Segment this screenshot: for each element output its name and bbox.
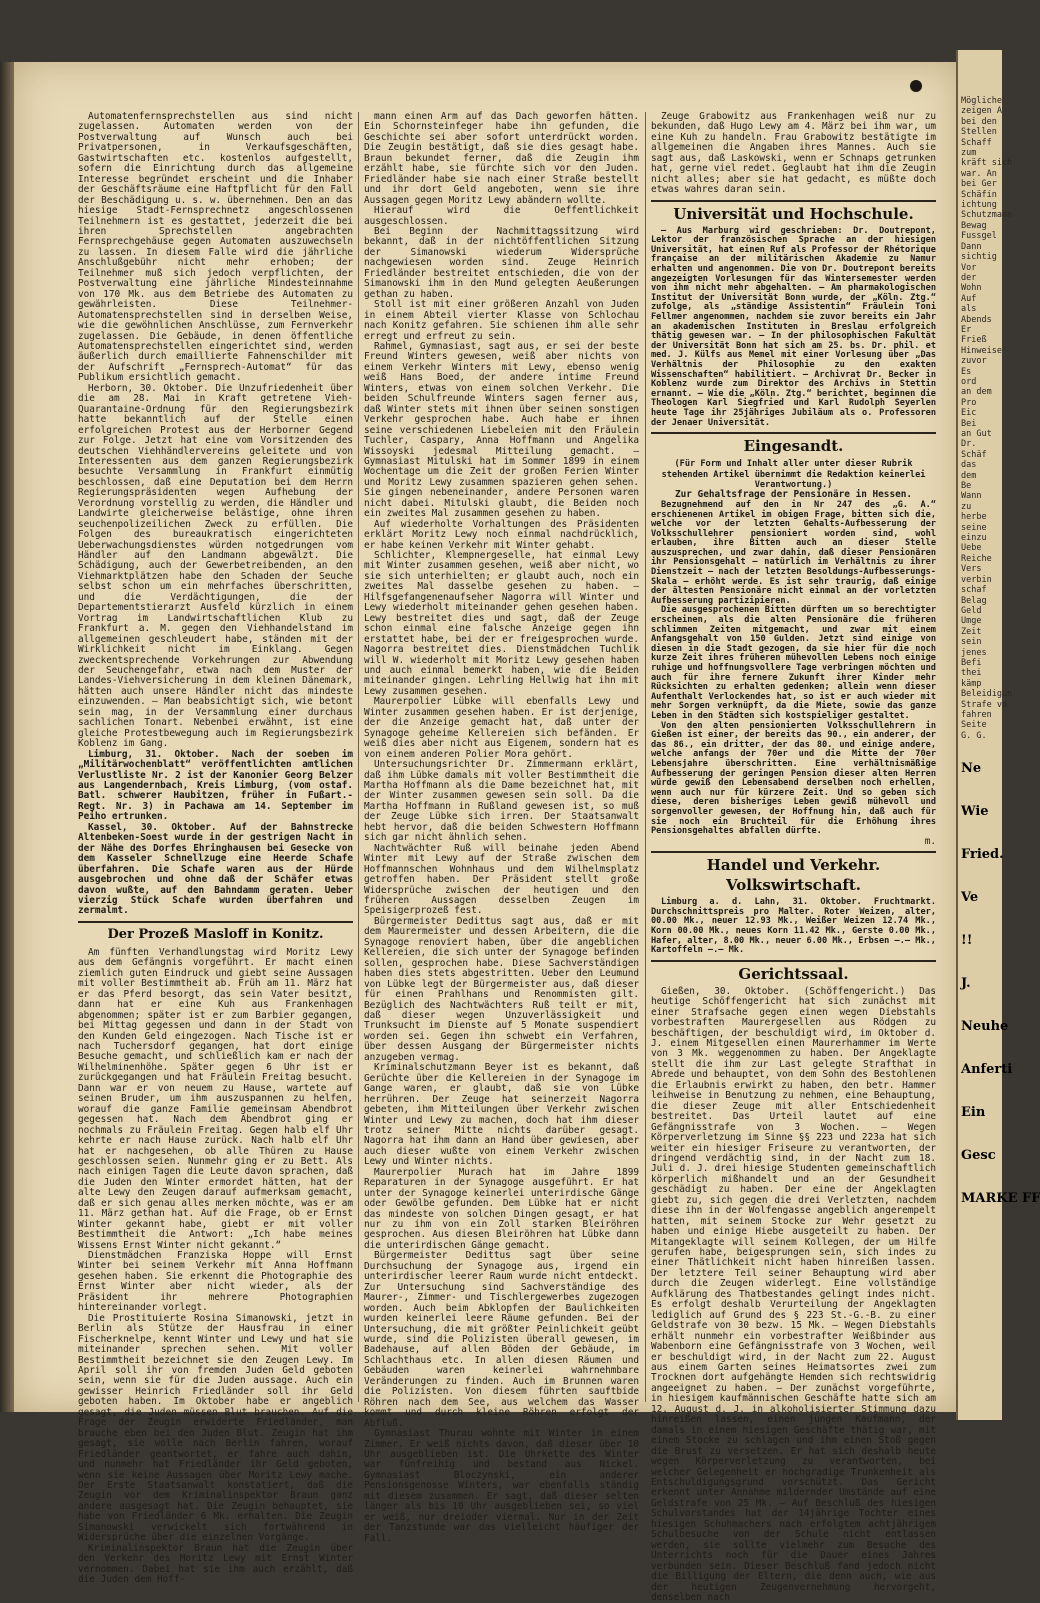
strip-fragment: Wann [961, 491, 982, 502]
editorial-note: (Für Form und Inhalt aller unter dieser Rubrik stehenden Artikel übernimmt die Redaktion keinerlei Verantwortung.) [661, 459, 926, 490]
strip-fragment: Er [961, 324, 972, 335]
strip-ad-fragment: !! [961, 933, 973, 949]
strip-fragment: Schäfin [961, 189, 997, 200]
strip-fragment: sein [961, 637, 982, 648]
col1-paragraph: Kassel, 30. Oktober. Auf der Bahnstrecke Altenbeken-Soest wurde in der gestrigen Nacht in der Nähe des Dorfes Ehringhausen bei Gesecke von dem Kasseler Schnellzuge eine Heerde Schafe überfahren. Die Schafe waren aus der Hürde ausgebrochen und ohne daß der Schäfer etwas davon wußte, auf den Bahndamm geraten. Ueber vierzig Stück Schafe wurden überfahren und zermalmt. [78, 821, 353, 917]
col1-paragraph: Die Prostituierte Rosina Simanowski, jetzt in Berlin als Stütze der Hausfrau in einer Fischerknelpe, kennt Winter und Lewy und hat sie miteinander sprechen sehen. Mit voller Bestimmtheit bezeichnet sie den Zeugen Lewy. Im April soll ihr von fremden Juden Geld geboten sein, wenn sie für die Juden aussage. Auch ein gewisser Heinrich Friedländer soll ihr Geld geboten haben. Im Oktober habe er angeblich gesagt, die Juden müssen Blut brauchen. Auf die Frage der Zeugin erwiderte Friedländer, man brauche eben bei den Juden Blut. Zeugin hat ihm gesagt, sie wolle nach Berlin fahren, worauf Friedländer geantwortet, er fahre auch dahin, und nunmehr hat Friedländer ihr Geld geboten, wenn sie keine Aussagen über Moritz Lewy mache. Der Erste Staatsanwalt konstatiert, daß die Zeugin vor dem Kriminalinspektor Braun ganz andere ausgesagt hat. Die Zeugin behauptet, sie habe von Friedländer 6 Mk. erhalten. Die Zeugin Simanowski verwickelt sich fortwährend in Widersprüche über die einzelnen Vorgänge. [78, 1312, 353, 1544]
strip-fragment: Es [961, 366, 972, 377]
strip-fragment: thei [961, 668, 982, 679]
strip-fragment: Schutzmann [961, 210, 1013, 221]
market-report: Limburg a. d. Lahn, 31. Oktober. Fruchtmarkt. Durchschnittspreis pro Malter. Roter Weizen, alter, 00.00 Mk., neuer 12.93 Mk., Weißer Weizen 12.74 Mk., Korn 00.00 Mk., neues Korn 11.42 Mk., Gerste 0.00 Mk., Hafer, alter, 8.00 Mk., neuer 6.00 Mk., Erbsen —.— Mk., Kartoffeln —.— Mk. [651, 897, 936, 956]
col3-paragraph: Zeuge Grabowitz aus Frankenhagen weiß nur zu bekunden, daß Hugo Lewy am 4. März bei ihm war, um eine Kuh zu handeln. Frau Grabowitz bestätigte im allgemeinen die Angaben ihres Mannes. Auch sie sagt aus, daß Laskowski, wenn er Schnaps getrunken hat, gerne viel redet. Geglaubt hat ihm die Zeugin nicht alles; aber sie hat gedacht, es müßte doch etwas wahres daran sein. [651, 111, 936, 196]
strip-fragment: Dann [961, 241, 982, 252]
col2-paragraph: Gymnasiast Thurau wohnte mit Winter in einem Zimmer. Er weiß nichts davon, daß dieser über 10 Uhr ausgeblieben ist. Die Uhrkette des Winter war fünfreihig und bestand aus Nickel. Gymnasiast Bloczynski, ein anderer Pensionsgenosse Winters, war ebenfalls ständig mit diesem zusammen. Er sagt, daß dieser selten länger als bis 10 Uhr ausgeblieben sei, so viel er weiß, nur dreioder viermal. Nur in der Zeit der Tanzstunde war das vielleicht häufiger der Fall. [364, 1428, 639, 1544]
strip-fragment: ichtung [961, 200, 997, 211]
strip-fragment: Hinweise [961, 345, 1002, 356]
column-rule-1 [358, 112, 359, 1402]
strip-fragment: Fussgel [961, 231, 997, 242]
strip-fragment: Umge [961, 616, 982, 627]
col2-paragraph: Bei Beginn der Nachmittagssitzung wird bekannt, daß in der nichtöffentlichen Sitzung der Simanowski wiederum Widersprüche nachgewiesen worden sind. Zeuge Heinrich Friedländer bestreitet entschieden, die von der Simanowski ihm in den Mund gelegten Aeußerungen gethan zu haben. [364, 225, 639, 300]
strip-ad-fragment: Ne [961, 761, 982, 777]
col2-paragraph: Maurerpolier Lübke will ebenfalls Lewy und Winter zusammen gesehen haben. Er ist derjenige, der die Anzeige gemacht hat, daß unter der Synagoge geheime Kellereien sich befänden. Er weiß dies aber nicht aus Eigenem, sondern hat es von einem anderen Polier Mora gehört. [364, 696, 639, 760]
col2-paragraph: Hierauf wird die Oeffentlichkeit ausgeschlossen. [364, 205, 639, 227]
strip-fragment: Uebe [961, 543, 982, 554]
strip-fragment: bei den [961, 116, 997, 127]
strip-fragment: Dr. [961, 439, 977, 450]
strip-fragment: Schaff [961, 137, 992, 148]
col3-paragraph: Bezugnehmend auf den in Nr 247 des „G. A.“ erschienenen Artikel im obigen Frage, bitten sich die, welche vor der letzten Gehalts-Aufbesserung der Volksschullehrer pensioniert worden sind, wohl erlauben, ihre Bitten auch an dieser Stelle auszusprechen, und zwar dahin, daß dieser Pensionären ihr Pensionsgehalt — natürlich im Verhältnis zu ihrer Dienstzeit — nach der letzten Besoldungs-Aufbesserungs-Skala — erhöht werde. Es ist sehr traurig, daß einige der ältesten Pensionäre nicht einmal an der vorletzten Aufbesserung partizipieren. [651, 499, 936, 606]
strip-fragment: Bei [961, 418, 977, 429]
signature: m. [924, 835, 936, 847]
strip-fragment: zu [961, 501, 972, 512]
strip-ad-fragment: MARKE FF [961, 1191, 1040, 1207]
strip-fragment: fahren [961, 709, 992, 720]
strip-ad-fragment: Ein [961, 1105, 986, 1121]
strip-fragment: herbe [961, 512, 987, 523]
strip-fragment: Be [961, 481, 972, 492]
strip-ad-fragment: Neuhe [961, 1019, 1009, 1035]
col3-paragraph: — Aus Marburg wird geschrieben: Dr. Doutrepont, Lektor der französischen Sprache an der hiesigen Universität, hat einen Ruf als Professor der Rhétorique française an der militärischen Akademie zu Namur erhalten und angenommen. Die von Dr. Doutrepont bereits angezeigten Vorlesungen für das Wintersemester werden von ihm nicht mehr abgehalten. — Am pharmakologischen Institut der Universität Bonn wurde, der „Köln. Ztg.“ zufolge, als „ständige Assistentin“ Fräulein Toni Fellmer angenommen, nachdem sie zuvor bereits ein Jahr an akademischen Instituten in Breslau erfolgreich thätig gewesen war. — In der philosophischen Fakultät der Universität Bonn hat sich am 25. bs. Dr. phil. et med. J. Külfs aus Memel mit einer Vorlesung über „Das Verhältnis der Philosophie zu den exakten Wissenschaften“ habilitiert. — Archivrat Dr. Becker in Koblenz wurde zum Direktor des Archivs in Stettin ernannt. — Wie die „Köln. Ztg.“ berichtet, beginnen die Theologen Karl Siegfried und Karl Rudolph Seyerlen heute Tage ihr 25jähriges Jubiläum als o. Professoren der Jenaer Universität. [651, 225, 936, 428]
strip-fragment: Seite [961, 720, 987, 731]
strip-fragment: an Gut [961, 429, 992, 439]
section-heading-trade: Handel und Verkehr. Volkswirtschaft. [651, 851, 936, 895]
strip-fragment: Reiche [961, 553, 992, 564]
strip-fragment: Schäf [961, 449, 987, 460]
strip-fragment: sichtig [961, 252, 997, 263]
strip-fragment: kräft sich [961, 158, 1013, 169]
col1-paragraph: Automatenfernsprechstellen aus sind nicht zugelassen. Automaten werden von der Postverwaltung auf Wunsch auch bei Privatpersonen, in Verkaufsgeschäften, Gastwirtschaften etc. kostenlos aufgestellt, sofern die Einrichtung durch das allgemeine Interesse begründet erscheint und die Inhaber der Geschäftsräume eine Haftpflicht für den Fall der Beschädigung u. s. w. übernehmen. Den an das hiesige Stadt-Fernsprechnetz angeschlossenen Teilnehmern ist es gestattet, jederzeit die bei ihren Sprechstellen angebrachten Fernsprechgehäuse gegen Automaten auszuwechseln zu lassen. In diesem Falle wird die jährliche Anschlußgebühr nicht mehr erhoben; der Teilnehmer muß sich jedoch verpflichten, der Postverwaltung eine jährliche Mindesteinnahme von 170 Mk. aus dem Betriebe des Automaten zu gewährleisten. Diese Teilnehmer-Automatensprechstellen sind in derselben Weise, wie die gewöhnlichen Anschlüsse, zum Fernverkehr zugelassen. Die Gebäude, in denen öffentliche Automatensprechstellen eingerichtet sind, werden äußerlich durch emaillierte Fahnenschilder mit der Aufschrift „Fernsprech-Automat“ für das Publikum ersichtlich gemacht. [78, 111, 353, 384]
section-heading-university: Universität und Hochschule. [651, 200, 936, 224]
strip-fragment: jenes [961, 647, 987, 658]
strip-fragment: war. An [961, 168, 997, 179]
section-heading-eingesandt: Eingesandt. [651, 432, 936, 456]
strip-ad-fragment: Ve [961, 890, 979, 906]
strip-fragment: an dem [961, 387, 992, 398]
section-heading-court: Gerichtssaal. [651, 960, 936, 984]
strip-fragment: Geld [961, 605, 982, 616]
col1-paragraph: Am fünften Verhandlungstag wird Moritz Lewy aus dem Gefängnis vorgeführt. Er macht einen ziemlich guten Eindruck und giebt seine Aussagen mit voller Bestimmtheit ab. Früh am 11. März hat er das Pferd besorgt, das sein Vater besitzt, dann hat er eine Kuh aus Frankenhagen abgenommen; später ist er zum Barbier gegangen, bei Mittag gegessen und dann in der Stadt von den Kunden Geld eingezogen. Nach Tische ist er nach Tuchersdorf gegangen, hat dort einige Besuche gemacht, und schließlich kam er nach der Wilhelminenhöhe. Später gegen 6 Uhr ist er zurückgegangen und hat Fräulein Freitag besucht. Dann war er von neuem zu Hause, wartete auf seinen Bruder, um ihm auszuspannen zu helfen, worauf die ganze Familie gemeinsam Abendbrot gegessen hat. Nach dem Abendbrot ging er nochmals zu Fräulein Freitag. Gegen halb elf Uhr kehrte er nach Hause zurück. Nach halb elf Uhr hat er nachgesehen, ob alle Thüren zu Hause geschlossen seien. Nunmehr ging er zu Bett. Als nach einigen Tagen die Leute davon sprachen, daß die Juden den Winter ermordet hätten, hat der alte Lewy den Zeugen darauf aufmerksam gemacht, daß er sich genau alles merken möchte, was er am 11. März gethan hat. Auf die Frage, ob er Ernst Winter gekannt habe, giebt er mit voller Bestimmtheit die Antwort: „Ich habe meines Wissens Ernst Winter nicht gekannt.“ [78, 946, 353, 1251]
col3-paragraph: Von den alten pensionierten Volksschullehrern in Gießen ist einer, der bereits das 90., ein anderer, der das 86., ein dritter, der das 80. und einige andere, welche anfangs der 70er und die Mitte der 70er Lebensjahre überschritten. Eine verhältnismäßige Aufbesserung der geringen Pension dieser alten Herren würde gewiß den Lebensabend derselben noch erhellen, wenn auch nur für kürzere Zeit. Und so geben sich diese, deren bisheriges Leben gewiß mühevoll und sorgenvoller gewesen, der Hoffnung hin, daß auch für sie noch ein Bruchteil für die Erhöhung ihres Pensionsgehaltes abfallen dürfte. [651, 720, 936, 837]
strip-fragment: Befi [961, 657, 982, 668]
col2-paragraph: mann einen Arm auf das Dach geworfen hätten. Ein Schornsteinfeger habe ihn gefunden, die Geschichte sei aber sofort unterdrückt worden. Die Zeugin bestätigt, daß sie dies gesagt habe. Braun bekundet ferner, daß die Zeugin ihm erzählt habe, sie fürchte sich vor den Juden. Friedländer habe sie nach einer Straße bestellt und ihr dort Geld angeboten, wenn sie ihre Aussagen gegen Moritz Lewy abändern wollte. [364, 111, 639, 206]
strip-fragment: zuvor [961, 356, 987, 367]
col2-paragraph: Untersuchungsrichter Dr. Zimmermann erklärt, daß ihm Lübke damals mit voller Bestimmtheit die Martha Hoffmann als die Dame bezeichnet hat, mit der Winter zusammen gewesen sein soll. Da die Martha Hoffmann in Rußland gewesen ist, so muß der Zeuge Lübke sich irren. Der Staatsanwalt hebt hervor, daß die beiden Schwestern Hoffmann sich gar nicht ähnlich sehen. [364, 759, 639, 844]
col2-paragraph: Rahmel, Gymnasiast, sagt aus, er sei der beste Freund Winters gewesen, weiß aber nichts von einem Verkehr Winters mit Lewy, ebenso wenig weiß Hans Boed, der andere intime Freund Winters, etwas von einem solchen Verkehr. Die beiden Schulfreunde Winters sagen ferner aus, daß Winter stets mit ihnen über seinen sonstigen Verkehr gesprochen habe. Auch habe er ihnen seine verschiedenen Liebeleien mit den Fräulein Tuchler, Caspary, Anna Hoffmann und Angelika Wissoyski jedesmal Mitteilung gemacht. — Gymnasiast Mitulski hat im Sommer 1899 in einem Wochentage um die Zeit der großen Ferien Winter und Moritz Lewy zusammen spazieren gehen sehen. Sie gingen nebeneinander, andere Personen waren nicht dabei. Mitulski glaubt, die Beiden noch ein zweites Mal zusammen gesehen zu haben. [364, 340, 639, 520]
strip-fragment: Abends [961, 314, 992, 325]
strip-fragment: Wohn [961, 283, 982, 294]
col1-paragraph: Kriminalinspektor Braun hat die Zeugin über den Verkehr des Moritz Lewy mit Ernst Winter vernommen. Dabei hat sie ihm auch erzählt, daß die Juden dem Hoff- [78, 1542, 353, 1586]
strip-fragment: Vor [961, 262, 977, 273]
strip-fragment: Eic [961, 408, 977, 419]
column-3 [651, 111, 936, 1603]
strip-fragment: Zeit [961, 626, 982, 637]
strip-fragment: Strafe vo [961, 699, 1008, 710]
strip-fragment: Mögliche [961, 96, 1002, 106]
col2-paragraph: Kriminalschutzmann Beyer ist es bekannt, daß Gerüchte über die Kellereien in der Synagoge im Gange waren, er glaubt, daß sie von Lübke herrühren. Der Zeuge hat seinerzeit Nagorra gebeten, ihm Mitteilungen über Verkehr zwischen Winter und Lewy zu machen, doch hat ihm dieser trotz seiner Mitte nichts darüber gesagt. Nagorra hat ihm dann an Hand über gewiesen, aber auch dieser wußte von einem Verkehr zwischen Lewy und Winter nichts. [364, 1062, 639, 1168]
strip-fragment: zum [961, 148, 977, 159]
strip-fragment: Vers [961, 564, 982, 575]
strip-fragment: ord [961, 376, 977, 387]
strip-fragment: zeigen A [961, 106, 1002, 117]
strip-ad-fragment: Wie [961, 804, 989, 820]
strip-ad-fragment: J. [961, 976, 971, 992]
col3-paragraph: Gießen, 30. Oktober. (Schöffengericht.) Das heutige Schöffengericht hat sich zunächst mit einer Strafsache gegen einen wegen Diebstahls vorbestraften Maurergesellen aus Rödgen zu beschäftigen, der beschuldigt wird, im Oktober d. J. einem Mitgesellen einen Maurerhammer im Werte von 3 Mk. weggenommen zu haben. Der Angeklagte stellt die ihm zur Last gelegte Strafthat in Abrede und behauptet, von dem Sohn des Bestohlenen die Erlaubnis erwirkt zu haben, den betr. Hammer leihweise in Benutzung zu nehmen, eine Behauptung, die dieser Zeuge mit aller Entschiedenheit bestreitet. Das Urteil lautet auf eine Gefängnisstrafe von 3 Wochen. — Wegen Körperverletzung im Sinne §§ 223 und 223a hat sich weiter ein hiesiger Friseure zu verantworten, der dringend verdächtig sind, in der Nacht zum 18. Juli d. J. drei hiesige Studenten gemeinschaftlich körperlich mißhandelt und an der Gesundheit geschädigt zu haben. Der eine der Angeklagten giebt zu, sich gegen die drei Verletzten, nachdem diese ihn in der Wolfengasse angeblich angerempelt hatten, mit seinem Stocke zur Wehr gesetzt zu haben und einige Hiebe ausgeteilt zu haben. Der Mitangeklagte will seinem Kollegen, der um Hilfe gerufen habe, beigesprungen sein, sich indes zu einer Thätlichkeit nicht haben hinreißen lassen. Der letztere Teil seiner Behauptung wird aber durch die Zeugen widerlegt. Eine vollständige Aufklärung des Thatbestandes gelingt indes nicht. Es erfolgt deshalb Verurteilung der Angeklagten lediglich auf Grund des § 223 St.-G.-B. zu einer Geldstrafe von 30 bezw. 15 Mk. — Wegen Diebstahls erhält nunmehr ein vorbestrafter Weißbinder aus Wabenborn eine Gefängnisstrafe von 3 Wochen, weil er beschuldigt wird, in der Nacht zum 22. August aus einem Garten seines Heimatsortes zwei zum Trocknen dort aufgehängte Hemden sich rechtswidrig angeeignet zu haben. — Der zunächst vorgeführte, in hiesigem kaufmännischen Geschäfte hatte sich am 12. August d. J. in alkoholisierter Stimmung dazu hinreißen lassen, einen jungen Kaufmann, der damals in einem hiesigen Geschäfte thätig war, mit einem Stocke zu schlagen und ihm einen Stoß gegen die Brust zu versetzen. Er hat sich deshalb heute wegen Körperverletzung zu verantworten, bei welcher Gelegenheit er hochgradige Trunkenheit als Entschuldigungsgrund vorschützt. Das Gericht erkennt unter Annahme mildernder Umstände auf eine Geldstrafe von 25 Mk. — Auf Beschluß des hiesigen Schulvorstandes hat der 14jährige Tochter eines hiesigen Schuhmachers nach erfolgtem achtjährigem Schulbesuche von der Schule nicht entlassen werden, sie sollte vielmehr zum Besuche des Unterrichts noch für die Dauer eines Jahres verbunden sein. Dieser Beschluß fand jedoch nicht die Billigung der Eltern, die denn auch, wie aus der heutigen Zeugenvernehmung hervorgeht, denselben nach [651, 985, 936, 1603]
col3-paragraph: Die ausgesprochenen Bitten dürften um so berechtigter erscheinen, als die alten Pensionäre die früheren schlimmen Zeiten mitgemacht, und zwar mit einem Anfangsgehalt von 150 Gulden. Jetzt sind einige von diesen in die Stadt gezogen, da sie hier für die noch kurze Zeit ihres früheren mühevollen Lebens noch einige ruhige und hoffnungsvollere Tage verbringen möchten und auch für ihre fernere Zukunft ihrer Kinder mehr Rücksichten zu erhalten gedenken; allein wenn dieser Aufenthalt Verlockendes hat, so ist er auch wieder mit mehr Sorgen verknüpft, da die Miete, sowie das ganze Leben in den Städten sich kostspieliger gestaltet. [651, 605, 936, 721]
column-1 [78, 111, 353, 1586]
strip-fragment: der [961, 272, 977, 283]
strip-fragment: einzu [961, 533, 987, 544]
strip-fragment: Frieß [961, 335, 987, 346]
col1-paragraph: Limburg, 31. Oktober. Nach der soeben im „Militärwochenblatt“ veröffentlichten amtlichen Verlustliste Nr. 2 ist der Kanonier Georg Belzer aus Langendernbach, Kreis Limburg, (vom ostaf. Batl. schwerer Haubitzen, früher in Fußart.-Regt. Nr. 3) in Pachawa am 14. September im Peiho ertrunken. [78, 748, 353, 823]
strip-fragment: kämp [961, 678, 982, 689]
strip-fragment: Beleidigun [961, 689, 1013, 700]
strip-fragment: als [961, 304, 977, 315]
strip-fragment: Bewag [961, 220, 987, 231]
article-heading: Der Prozeß Masloff in Konitz. [78, 921, 353, 945]
strip-fragment: Pro [961, 397, 977, 408]
strip-fragment: seine [961, 522, 987, 533]
adjacent-page-strip [956, 50, 1040, 1420]
punch-hole [910, 80, 922, 92]
strip-fragment: G. G. [961, 730, 987, 741]
col2-paragraph: Bürgermeister Dedittus sagt aus, daß er mit dem Maurermeister und dessen Arbeitern, die die Synagoge renoviert haben, über die angeblichen Kellereien, die sich unter der Synagoge befinden sollen, gesprochen habe. Diese Sachverständigen haben dies stets abgestritten. Ueber den Leumund von Lübke legt der Bürgermeister aus, daß dieser für einen Prahlhans und Renommisten gilt. Bezüglich des Nachtwächters Ruß teilt er mit, daß dieser wegen Unzuverlässigkeit und Trunksucht im Dienste auf 5 Monate suspendiert worden sei. Gegen ihn schwebt ein Verfahren, über dessen Ausgang der Bürgermeister nichts anzugeben vermag. [364, 915, 639, 1063]
strip-ad-fragment: Gesc [961, 1148, 996, 1164]
col2-paragraph: Auf wiederholte Vorhaltungen des Präsidenten erklärt Moritz Lewy noch einmal nachdrücklich, er habe keinen Verkehr mit Winter gehabt. [364, 518, 639, 551]
col2-paragraph: Nachtwächter Ruß will beinahe jeden Abend Winter mit Lewy auf der Straße zwischen dem Hoffmannschen Wohnhaus und dem Wilhelmsplatz getroffen haben. Der Präsident stellt große Widersprüche zwischen der heutigen und den früheren Aussagen desselben Zeugen im Speisigerprozeß fest. [364, 842, 639, 917]
strip-fragment: Belag [961, 595, 987, 606]
strip-fragment: Auf [961, 293, 977, 304]
strip-fragment: schaf [961, 585, 987, 596]
strip-fragment: das [961, 460, 977, 471]
column-rule-2 [645, 112, 646, 1402]
col1-paragraph: Dienstmädchen Franziska Hoppe will Ernst Winter bei seinem Verkehr mit Anna Hoffmann gesehen haben. Sie erkennt die Photographie des Ernst Winter aber nicht wieder, als der Präsident ihr mehrere Photographien hintereinander vorlegt. [78, 1250, 353, 1314]
col1-paragraph: Herborn, 30. Oktober. Die Unzufriedenheit über die am 28. Mai in Kraft getretene Vieh-Quarantaine-Ordnung für den Regierungsbezirk hatte bekanntlich auf der Stelle einen erfolgreichen Protest aus der Herborner Gegend zur Folge. Jetzt hat eine vom Vorsitzenden des deutschen Viehhändlervereins geleitete und von Interessenten aus dem ganzen Regierungsbezirk besuchte Versammlung in Frankfurt einmütig beschlossen, daß eine Deputation bei dem Herrn Regierungspräsidenten wegen Aufhebung der Verordnung vorstellig zu werden, die Händler und Landwirte gleicherweise belästige, ohne ihren seuchenpolizeilichen Zweck zu erfüllen. Die Folgen des bureaukratisch eingerichteten Ueberwachungsdienstes würden notgedrungen vom Händler auf den Landmann abgewälzt. Die Schädigung, auch der Gewerbetreibenden, an den Viehmarktplätzen habe den Schaden der Seuche selbst schon um ein mehrfaches überschritten, und die Verdächtigungen, die der Departementstierarzt Ausfeld kürzlich in einem Vortrag im Landwirtschaftlichen Klub zu Frankfurt a. M. gegen den Viehhandelstand im allgemeinen geschleudert habe, ständen mit der Wirklichkeit nicht im Einklang. Gegen zweckentsprechende Vorkehrungen zur Abwendung der Seuchengefahr, etwa nach dem Muster der Landes-Viehversicherung in dem kleinen Dänemark, hätten auch unsere Händler nicht das mindeste einzuwenden. — Man beabsichtigt sich, wie betont sein mag, in der Versammlung einer durchaus sachlichen Tonart. Nebenbei erwähnt, ist eine gleiche Protestbewegung auch im Regierungsbezirk Koblenz im Gang. [78, 382, 353, 750]
strip-ad-fragment: Anferti [961, 1062, 1013, 1078]
strip-fragment: bei Ger [961, 179, 997, 190]
col2-paragraph: Schlichter, Klempnergeselle, hat einmal Lewy mit Winter zusammen gesehen, weiß aber nicht, wo sie sich unterhielten; er glaubt auch, noch ein zweites Mal dasselbe gesehen zu haben. — Hilfsgefangenenaufseher Nagorra will Winter und Lewy wiederholt miteinander gehen gesehen haben. Lewy bestreitet dies und sagt, daß der Zeuge schon einmal eine falsche Anzeige gegen ihn erstattet habe, bei der er freigesprochen wurde. Nagorra bestreitet dies. Dienstmädchen Tuchlik will W. wiederholt mit Moritz Lewy gesehen haben und auch einmal bemerkt haben, wie die Beiden miteinander gingen. Lehrling Hellwig hat ihn mit Lewy zusammen gesehen. [364, 550, 639, 697]
subheading: Zur Gehaltsfrage der Pensionäre in Hessen. [674, 489, 913, 501]
column-2 [364, 111, 639, 1544]
col2-paragraph: Maurerpolier Murach hat im Jahre 1899 Reparaturen in der Synagoge ausgeführt. Er hat unter der Synagoge keinerlei unterirdische Gänge oder Gewölbe gefunden. Dem Lübke hat er nicht das mindeste von solchen Dingen gesagt, er hat nur zu ihm von ein Zoll starken Bleiröhren gesprochen. Aus diesen Bleiröhren hat Lübke dann die unterirdischen Gänge gemacht. [364, 1166, 639, 1251]
strip-fragment: verbin [961, 574, 992, 585]
col2-paragraph: Bürgermeister Dedittus sagt über seine Durchsuchung der Synagoge aus, irgend ein unterirdischer leerer Raum wurde nicht entdeckt. Zur Untersuchung sind Sachverständige des Maurer-, Zimmer- und Tischlergewerbes zugezogen worden. Auch beim Abklopfen der Baulichkeiten wurden keinerlei leere Räume gefunden. Bei der Untersuchung, die mit größter Peinlichkeit geübt wurde, sind die Polizisten überall gewesen, im Badehause, auf allen Böden der Gebäude, im Schlachthaus etc. In allen diesen Räumen und Gebäuden waren keinerlei wahrnehmbare Veränderungen zu finden. Auch im Brunnen waren die Polizisten. Von diesem führten sauftbide Röhren nach dem See, aus welchem das Wasser kommt und durch kleine Röhren erfolgt der Abfluß. [364, 1250, 639, 1429]
strip-fragment: Stellen [961, 127, 997, 138]
strip-ad-fragment: Fried. [961, 847, 1004, 863]
strip-fragment: dem [961, 470, 977, 481]
col2-paragraph: Stoll ist mit einer größeren Anzahl von Juden in einem Abteil vierter Klasse von Schlochau nach Konitz gefahren. Sie schienen ihm alle sehr erregt und erfreut zu sein. [364, 299, 639, 342]
